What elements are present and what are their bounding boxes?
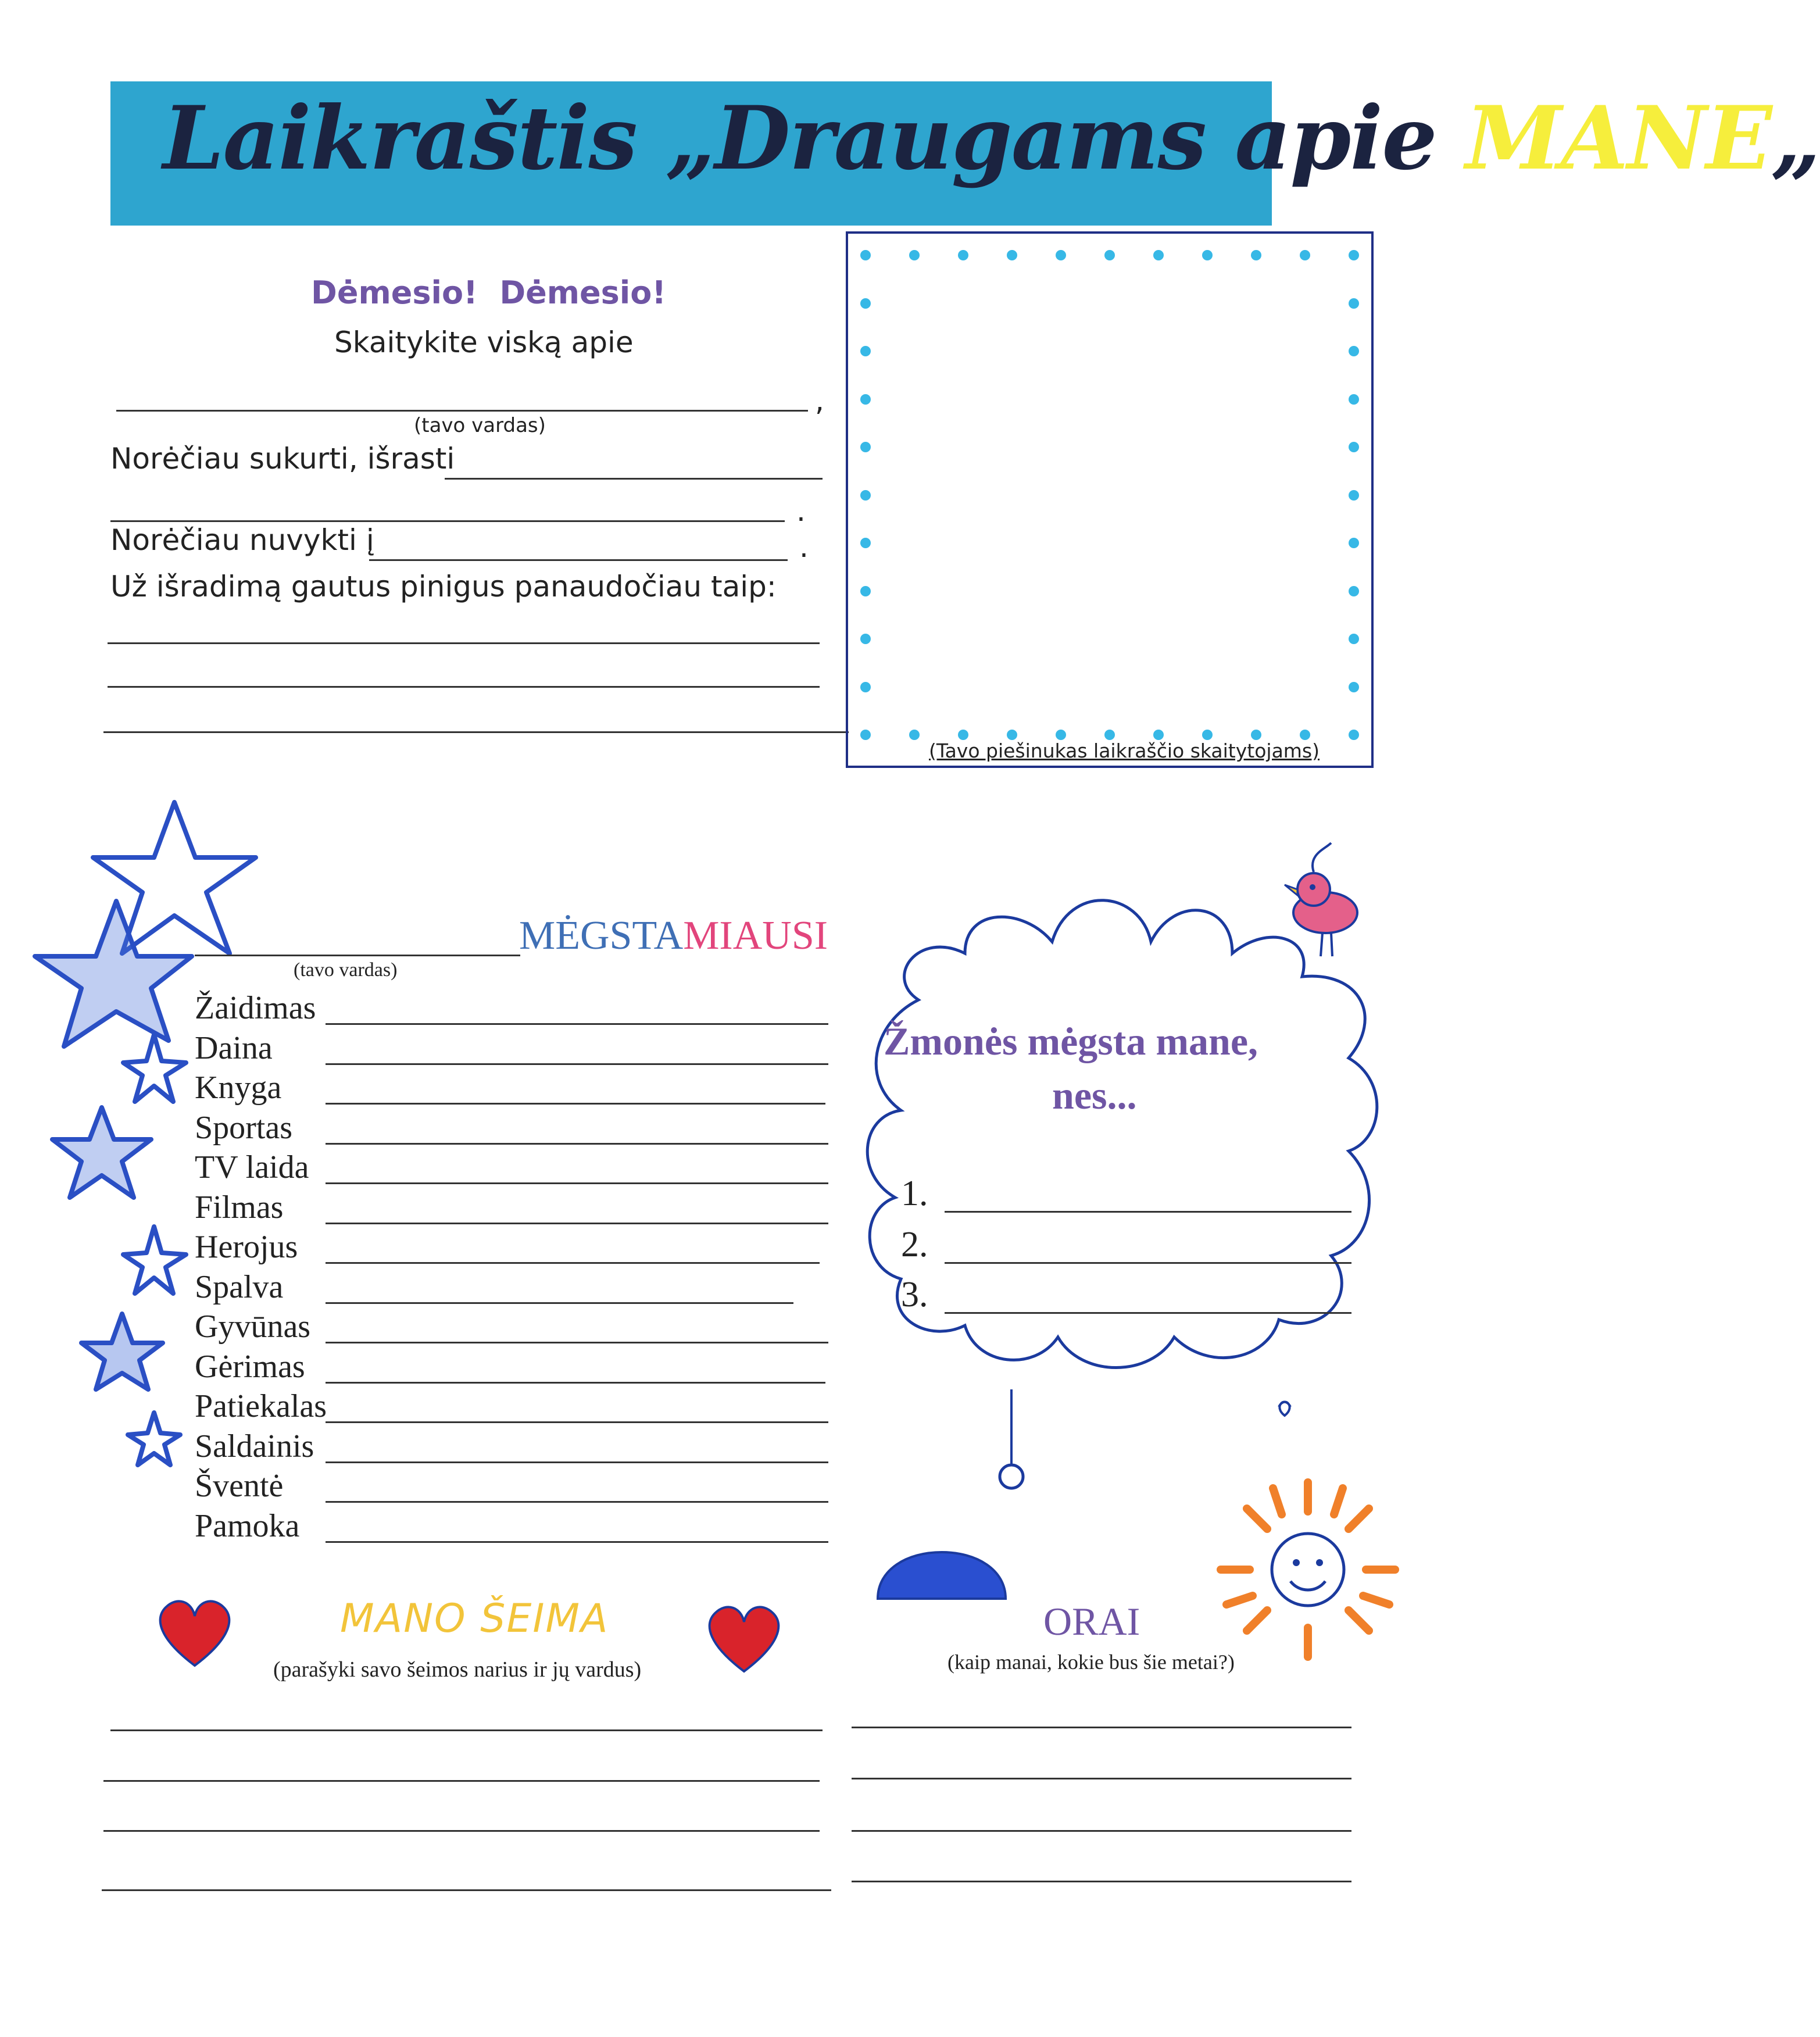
weather-line-2[interactable]: [852, 1778, 1351, 1779]
border-dot: [1056, 730, 1066, 740]
heart-icon: [703, 1602, 785, 1677]
cloud-title-line2: nes...: [1052, 1073, 1137, 1117]
family-title: MANO ŠEIMA: [340, 1596, 609, 1642]
favorite-answer-line[interactable]: [326, 1103, 825, 1105]
border-dot: [1251, 730, 1261, 740]
family-line-2[interactable]: [103, 1780, 820, 1782]
favorite-answer-line[interactable]: [326, 1063, 828, 1065]
favorites-name-line[interactable]: [195, 955, 520, 956]
attention-heading: Dėmesio! Dėmesio!: [311, 274, 667, 311]
border-dot: [1104, 730, 1115, 740]
favorite-answer-line[interactable]: [326, 1023, 828, 1025]
border-dot: [1202, 730, 1213, 740]
border-dot: [860, 634, 871, 644]
sun-icon: [1209, 1471, 1407, 1668]
reason-line[interactable]: [945, 1211, 1351, 1213]
border-dot: [860, 394, 871, 405]
favorite-answer-line[interactable]: [326, 1421, 828, 1423]
invent-line[interactable]: [445, 478, 823, 480]
border-dot: [860, 538, 871, 548]
border-dot: [1349, 394, 1359, 405]
favorite-label: Šventė: [195, 1468, 284, 1504]
family-line-1[interactable]: [110, 1729, 823, 1731]
favorite-label: Knyga: [195, 1070, 282, 1106]
border-dot: [860, 298, 871, 309]
favorite-answer-line[interactable]: [326, 1461, 828, 1463]
weather-line-4[interactable]: [852, 1881, 1351, 1882]
weather-line-1[interactable]: [852, 1727, 1351, 1728]
favorite-answer-line[interactable]: [326, 1342, 828, 1343]
read-all-text: Skaitykite viską apie: [334, 326, 634, 359]
blue-cloud-icon: [872, 1546, 1011, 1610]
drawing-caption: (Tavo piešinukas laikraščio skaitytojams): [929, 739, 1320, 762]
reason-line[interactable]: [945, 1312, 1351, 1314]
family-line-3[interactable]: [103, 1830, 820, 1832]
cloud-title-line1: Žmonės mėgsta mane,: [884, 1019, 1258, 1063]
border-dot: [1202, 250, 1213, 260]
reason-number: 2.: [901, 1225, 928, 1264]
border-dot: [860, 490, 871, 501]
border-dot: [1007, 730, 1017, 740]
reason-number: 1.: [901, 1174, 928, 1213]
money-label: Už išradimą gautus pinigus panaudočiau taip:: [110, 570, 777, 603]
reason-number: 3.: [901, 1275, 928, 1314]
border-dot: [860, 730, 871, 740]
favorite-label: Daina: [195, 1030, 273, 1066]
border-dot: [909, 730, 920, 740]
border-dot: [1349, 538, 1359, 548]
favorite-answer-line[interactable]: [326, 1223, 828, 1224]
comma-mark: ,: [815, 384, 824, 417]
star-icon: [52, 1107, 151, 1198]
star-icon: [123, 1227, 186, 1293]
star-icon: [128, 1413, 180, 1465]
name-hint: (tavo vardas): [414, 414, 546, 437]
weather-line-3[interactable]: [852, 1830, 1351, 1832]
border-dot: [860, 346, 871, 356]
border-dot: [1349, 586, 1359, 596]
money-line-1[interactable]: [108, 642, 820, 644]
star-icon: [81, 1314, 163, 1389]
favorite-label: Pamoka: [195, 1507, 300, 1544]
favorite-label: Sportas: [195, 1109, 292, 1146]
border-dot: [1349, 298, 1359, 309]
invent-line-2[interactable]: [110, 520, 785, 522]
star-icon: [123, 1035, 186, 1102]
money-line-3[interactable]: [103, 731, 849, 733]
travel-line[interactable]: [369, 559, 788, 561]
favorite-label: Žaidimas: [195, 990, 316, 1026]
border-dot: [1153, 730, 1164, 740]
favorite-answer-line[interactable]: [326, 1382, 825, 1384]
favorite-label: Spalva: [195, 1268, 284, 1305]
favorite-answer-line[interactable]: [326, 1501, 828, 1503]
favorite-label: Saldainis: [195, 1428, 314, 1464]
border-dot: [860, 682, 871, 692]
border-dot: [1349, 346, 1359, 356]
favorite-answer-line[interactable]: [326, 1262, 820, 1264]
border-dot: [860, 250, 871, 260]
border-dot: [1349, 442, 1359, 452]
border-dot: [1349, 490, 1359, 501]
period-mark: .: [796, 494, 806, 528]
invent-label: Norėčiau sukurti, išrasti: [110, 442, 455, 476]
border-dot: [1300, 250, 1310, 260]
favorite-answer-line[interactable]: [326, 1143, 828, 1145]
border-dot: [958, 730, 968, 740]
favorites-name-hint: (tavo vardas): [294, 959, 398, 981]
favorite-label: Gyvūnas: [195, 1309, 311, 1345]
border-dot: [1300, 730, 1310, 740]
weather-title: ORAI: [1043, 1599, 1140, 1643]
favorite-label: Herojus: [195, 1229, 298, 1265]
family-subtitle: (parašyki savo šeimos narius ir jų vardus): [273, 1657, 642, 1682]
border-dot: [1153, 250, 1164, 260]
period-mark: .: [799, 530, 809, 564]
page-title: Laikraštis „Draugams apie MANE„: [163, 87, 1820, 190]
border-dot: [958, 250, 968, 260]
name-line[interactable]: [116, 410, 808, 412]
weather-subtitle: (kaip manai, kokie bus šie metai?): [947, 1650, 1235, 1674]
favorite-label: Filmas: [195, 1189, 284, 1225]
favorite-label: TV laida: [195, 1149, 309, 1185]
border-dot: [1349, 730, 1359, 740]
drawing-box[interactable]: [846, 231, 1374, 768]
border-dot: [909, 250, 920, 260]
favorite-label: Patiekalas: [195, 1388, 327, 1424]
money-line-2[interactable]: [108, 686, 820, 688]
favorite-answer-line[interactable]: [326, 1541, 828, 1543]
border-dot: [1349, 682, 1359, 692]
border-dot: [1349, 250, 1359, 260]
favorites-heading: MĖGSTAMIAUSI: [519, 913, 828, 958]
reason-line[interactable]: [945, 1262, 1351, 1264]
travel-label: Norėčiau nuvykti į: [110, 523, 374, 557]
border-dot: [1104, 250, 1115, 260]
border-dot: [1007, 250, 1017, 260]
border-dot: [1349, 634, 1359, 644]
border-dot: [860, 442, 871, 452]
heart-icon: [154, 1596, 235, 1671]
favorite-label: Gėrimas: [195, 1348, 305, 1385]
border-dot: [1251, 250, 1261, 260]
bird-icon: [1267, 831, 1383, 965]
family-line-4[interactable]: [102, 1889, 831, 1891]
favorite-answer-line[interactable]: [326, 1182, 828, 1184]
border-dot: [860, 586, 871, 596]
favorite-answer-line[interactable]: [326, 1302, 793, 1304]
border-dot: [1056, 250, 1066, 260]
